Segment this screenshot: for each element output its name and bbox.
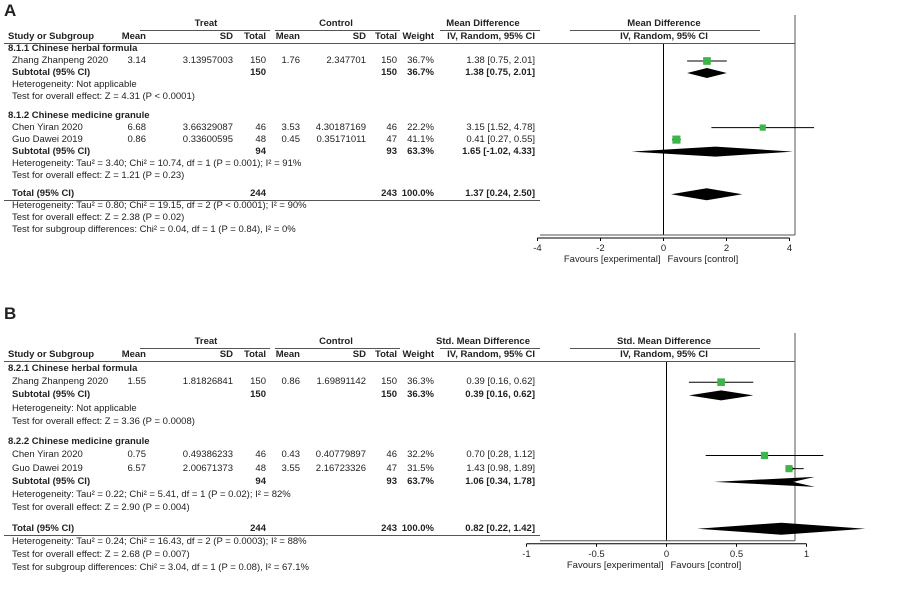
study-effect-ci: 3.15 [1.52, 4.78] <box>466 121 535 133</box>
treat-sd: 0.33600595 <box>182 133 233 145</box>
treat-mean: 6.68 <box>127 121 146 133</box>
subgroup-heterogeneity: Heterogeneity: Not applicable <box>12 402 137 414</box>
study-name: Chen Yiran 2020 <box>12 449 83 461</box>
treat-sd: 1.81826841 <box>182 376 233 388</box>
treat-sd: 2.00671373 <box>182 462 233 474</box>
control-mean: 3.55 <box>281 462 300 474</box>
subgroup-heterogeneity: Heterogeneity: Tau² = 0.22; Chi² = 5.41, df = 1 (P = 0.02); I² = 82% <box>12 489 291 501</box>
treat-total: 150 <box>250 55 266 66</box>
total-weight: 100.0% <box>401 188 434 200</box>
treat-mean: 6.57 <box>127 462 146 474</box>
study-effect-marker <box>761 452 768 459</box>
footer-statistic: Heterogeneity: Tau² = 0.24; Chi² = 16.43, df = 2 (P = 0.0003); I² = 88% <box>12 535 307 547</box>
study-effect-ci: 0.41 [0.27, 0.55] <box>466 133 535 145</box>
x-tick-label: 4 <box>786 243 793 254</box>
control-total: 47 <box>386 462 397 474</box>
study-effect-marker <box>703 57 711 65</box>
treat-total: 48 <box>255 133 266 145</box>
x-tick-label: -0.5 <box>588 548 605 560</box>
col-treat-mean: Mean <box>121 31 146 42</box>
subgroup-overall-effect: Test for overall effect: Z = 1.21 (P = 0.23) <box>12 169 185 181</box>
subtotal-diamond <box>631 147 793 157</box>
plot-measure-header: Mean Difference <box>627 18 701 29</box>
subgroup-heterogeneity: Heterogeneity: Not applicable <box>12 79 137 90</box>
subgroup-title: 8.1.1 Chinese herbal formula <box>8 43 138 54</box>
control-mean: 0.43 <box>281 449 300 461</box>
footer-statistic: Heterogeneity: Tau² = 0.80; Chi² = 19.15, df = 2 (P < 0.0001); I² = 90% <box>12 200 307 212</box>
footer-statistic: Test for overall effect: Z = 2.68 (P = 0.007) <box>12 549 190 561</box>
control-sd: 0.35171011 <box>316 133 366 145</box>
total-effect-ci: 0.82 [0.22, 1.42] <box>465 522 535 534</box>
study-weight: 22.2% <box>407 121 434 133</box>
total-treat-total: 244 <box>250 188 266 200</box>
control-total: 46 <box>386 449 397 461</box>
col-treat-sd: SD <box>219 349 233 360</box>
x-tick-label: -2 <box>596 243 605 254</box>
col-control-sd: SD <box>352 31 366 42</box>
study-effect-marker <box>717 378 725 386</box>
col-control-mean: Mean <box>275 31 300 42</box>
subtotal-diamond <box>687 68 727 78</box>
col-control-total: Total <box>375 31 397 42</box>
x-tick-label: -4 <box>533 243 542 254</box>
subgroup-heterogeneity: Heterogeneity: Tau² = 3.40; Chi² = 10.74, df = 1 (P = 0.001); I² = 91% <box>12 157 302 169</box>
col-treat-total: Total <box>244 31 266 42</box>
total-diamond <box>671 188 742 200</box>
x-tick-label: 0 <box>660 243 667 254</box>
study-effect-marker <box>785 465 792 472</box>
treat-group-header: Treat <box>194 18 218 29</box>
treat-mean: 0.75 <box>127 449 146 461</box>
subtotal-effect-ci: 1.38 [0.75, 2.01] <box>465 67 535 78</box>
subtotal-effect-ci: 0.39 [0.16, 0.62] <box>465 389 535 401</box>
footer-statistic: Test for subgroup differences: Chi² = 0.04, df = 1 (P = 0.84), I² = 0% <box>12 224 296 236</box>
subtotal-treat-total: 150 <box>250 389 266 401</box>
control-mean: 1.76 <box>281 55 300 66</box>
col-treat-sd: SD <box>219 31 233 42</box>
subtotal-label: Subtotal (95% CI) <box>12 145 91 157</box>
col-control-mean: Mean <box>275 349 300 360</box>
treat-mean: 0.86 <box>127 133 146 145</box>
study-weight: 41.1% <box>407 133 434 145</box>
subtotal-weight: 63.7% <box>407 475 434 487</box>
panel-label: B <box>4 304 17 323</box>
col-effect: IV, Random, 95% CI <box>447 31 535 42</box>
treat-group-header: Treat <box>194 336 218 347</box>
study-weight: 31.5% <box>407 462 434 474</box>
study-name: Guo Dawei 2019 <box>12 462 83 474</box>
control-sd: 4.30187169 <box>315 121 366 133</box>
footer-statistic: Test for subgroup differences: Chi² = 3.04, df = 1 (P = 0.08), I² = 67.1% <box>12 562 309 574</box>
subtotal-label: Subtotal (95% CI) <box>12 475 91 487</box>
subgroup-title: 8.2.2 Chinese medicine granule <box>8 436 150 448</box>
study-name: Guo Dawei 2019 <box>12 133 83 145</box>
total-control-total: 243 <box>381 522 397 534</box>
control-sd: 0.40779897 <box>315 449 366 461</box>
favours-control-label: Favours [control] <box>667 254 739 265</box>
study-name: Zhang Zhanpeng 2020 <box>12 376 109 388</box>
col-plot: IV, Random, 95% CI <box>620 349 708 360</box>
study-name: Chen Yiran 2020 <box>12 121 83 133</box>
treat-sd: 3.66329087 <box>182 121 233 133</box>
study-effect-marker <box>672 136 680 144</box>
subtotal-label: Subtotal (95% CI) <box>12 389 91 401</box>
treat-sd: 0.49386233 <box>182 449 233 461</box>
subtotal-treat-total: 94 <box>255 475 266 487</box>
study-effect-ci: 1.43 [0.98, 1.89] <box>466 462 535 474</box>
control-group-header: Control <box>319 336 353 347</box>
effect-measure-header: Mean Difference <box>446 18 520 29</box>
treat-total: 48 <box>255 462 266 474</box>
total-weight: 100.0% <box>401 522 434 534</box>
subtotal-diamond <box>689 390 753 400</box>
plot-measure-header: Std. Mean Difference <box>617 336 711 347</box>
total-label: Total (95% CI) <box>12 188 75 200</box>
control-sd: 1.69891142 <box>316 376 366 388</box>
col-control-sd: SD <box>352 349 366 360</box>
study-weight: 36.3% <box>407 376 434 388</box>
subtotal-effect-ci: 1.65 [-1.02, 4.33] <box>462 145 535 157</box>
subtotal-diamond <box>714 477 815 487</box>
subtotal-control-total: 93 <box>386 145 397 157</box>
forest-plot-panel-b <box>0 300 810 584</box>
subtotal-weight: 36.3% <box>407 389 434 401</box>
study-effect-ci: 0.39 [0.16, 0.62] <box>466 376 535 388</box>
subtotal-effect-ci: 1.06 [0.34, 1.78] <box>465 475 535 487</box>
total-label: Total (95% CI) <box>12 522 75 534</box>
footer-statistic: Test for overall effect: Z = 2.38 (P = 0.02) <box>12 212 185 224</box>
subtotal-weight: 36.7% <box>407 67 434 78</box>
subtotal-treat-total: 94 <box>255 145 266 157</box>
col-weight: Weight <box>402 349 434 360</box>
study-effect-marker <box>760 124 766 130</box>
control-mean: 0.45 <box>281 133 300 145</box>
subtotal-label: Subtotal (95% CI) <box>12 67 91 78</box>
treat-sd: 3.13957003 <box>182 55 233 66</box>
subtotal-treat-total: 150 <box>250 67 266 78</box>
panel-label: A <box>4 1 17 20</box>
subtotal-weight: 63.3% <box>407 145 434 157</box>
col-treat-mean: Mean <box>121 349 146 360</box>
control-total: 150 <box>381 55 397 66</box>
treat-mean: 3.14 <box>127 55 146 66</box>
x-tick-label: 0.5 <box>729 548 744 560</box>
favours-experimental-label: Favours [experimental] <box>566 559 664 571</box>
subgroup-title: 8.2.1 Chinese herbal formula <box>8 363 138 374</box>
subgroup-overall-effect: Test for overall effect: Z = 3.36 (P = 0.0008) <box>12 415 195 427</box>
effect-measure-header: Std. Mean Difference <box>436 336 530 347</box>
control-group-header: Control <box>319 18 353 29</box>
study-effect-ci: 0.70 [0.28, 1.12] <box>466 449 535 461</box>
col-study: Study or Subgroup <box>8 349 95 360</box>
study-weight: 32.2% <box>407 449 434 461</box>
study-effect-ci: 1.38 [0.75, 2.01] <box>466 55 535 66</box>
col-treat-total: Total <box>244 349 266 360</box>
study-weight: 36.7% <box>407 55 434 66</box>
control-sd: 2.347701 <box>326 55 366 66</box>
control-total: 47 <box>386 133 397 145</box>
x-tick-label: -1 <box>522 548 531 560</box>
treat-mean: 1.55 <box>127 376 146 388</box>
treat-total: 46 <box>255 449 266 461</box>
col-effect: IV, Random, 95% CI <box>447 349 535 360</box>
treat-total: 46 <box>255 121 266 133</box>
col-plot: IV, Random, 95% CI <box>620 31 708 42</box>
subtotal-control-total: 150 <box>381 67 397 78</box>
treat-total: 150 <box>250 376 266 388</box>
forest-plot-panel-a <box>0 0 800 292</box>
favours-experimental-label: Favours [experimental] <box>563 254 661 265</box>
study-name: Zhang Zhanpeng 2020 <box>12 55 109 66</box>
total-effect-ci: 1.37 [0.24, 2.50] <box>465 188 535 200</box>
favours-control-label: Favours [control] <box>670 559 742 571</box>
subgroup-overall-effect: Test for overall effect: Z = 4.31 (P < 0.0001) <box>12 91 195 102</box>
control-total: 46 <box>386 121 397 133</box>
col-study: Study or Subgroup <box>8 31 95 42</box>
control-sd: 2.16723326 <box>315 462 366 474</box>
col-control-total: Total <box>375 349 397 360</box>
control-total: 150 <box>381 376 397 388</box>
x-tick-label: 0 <box>663 548 670 560</box>
subgroup-title: 8.1.2 Chinese medicine granule <box>8 109 150 121</box>
subtotal-control-total: 93 <box>386 475 397 487</box>
subtotal-control-total: 150 <box>381 389 397 401</box>
control-mean: 0.86 <box>281 376 300 388</box>
total-diamond <box>697 523 865 535</box>
total-control-total: 243 <box>381 188 397 200</box>
col-weight: Weight <box>402 31 434 42</box>
x-tick-label: 2 <box>723 243 730 254</box>
total-treat-total: 244 <box>250 522 266 534</box>
x-tick-label: 1 <box>803 548 810 560</box>
control-mean: 3.53 <box>281 121 300 133</box>
subgroup-overall-effect: Test for overall effect: Z = 2.90 (P = 0.004) <box>12 502 190 514</box>
